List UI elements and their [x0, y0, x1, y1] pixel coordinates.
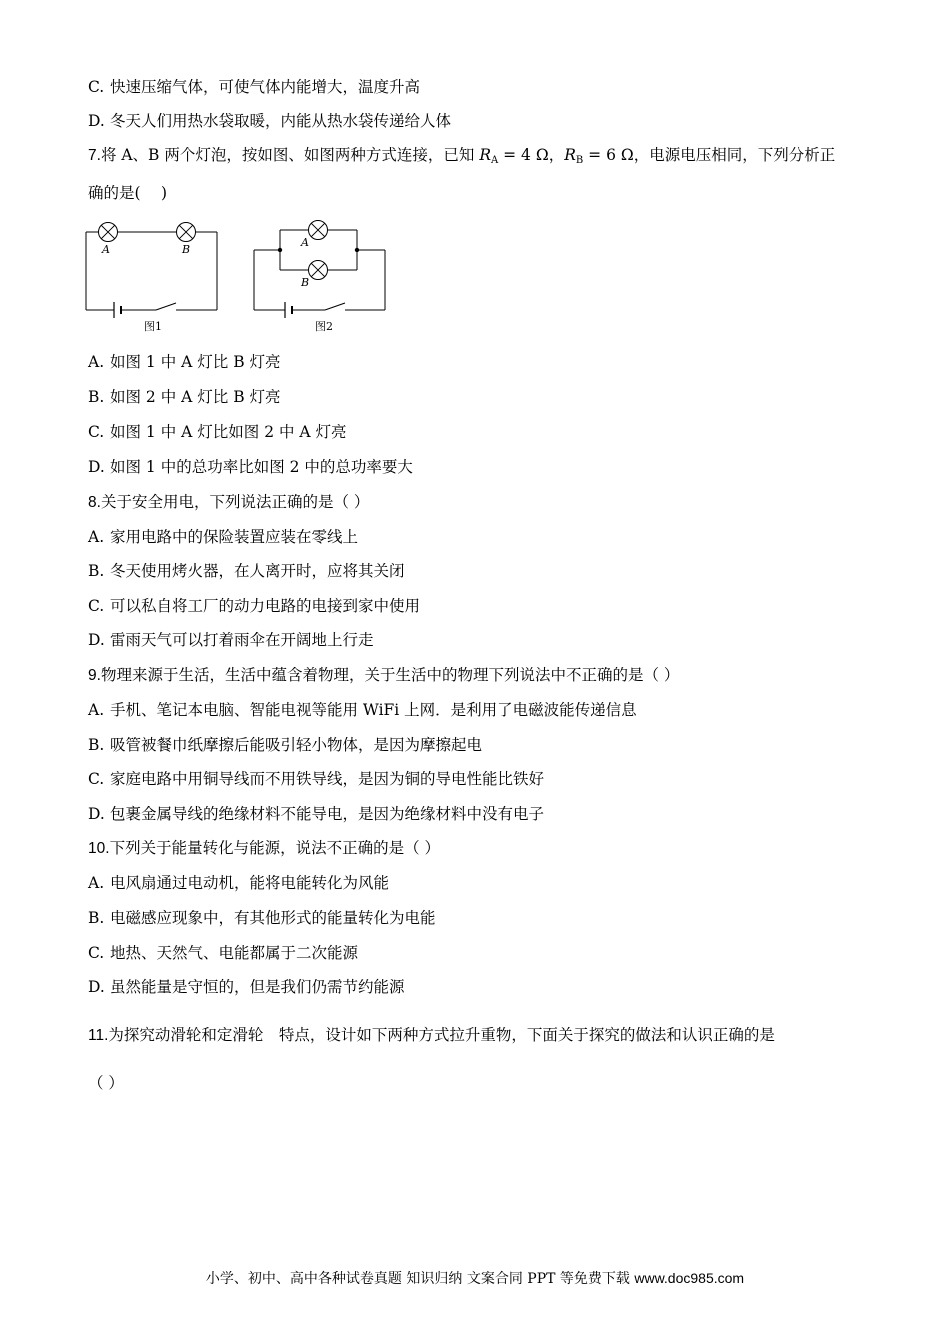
question-11-continued: （ ）: [88, 1074, 124, 1092]
option-10d: D. 虽然能量是守恒的，但是我们仍需节约能源: [88, 978, 405, 996]
fig2-label-b: B: [301, 276, 310, 289]
option-7b: B. 如图 2 中 A 灯比 B 灯亮: [88, 388, 281, 406]
option-6c: C. 快速压缩气体，可使气体内能增大，温度升高: [88, 78, 421, 96]
lamp-b-icon: [177, 223, 196, 242]
option-9b: B. 吸管被餐巾纸摩擦后能吸引轻小物体，是因为摩擦起电: [88, 736, 483, 754]
option-8d: D. 雷雨天气可以打着雨伞在开阔地上行走: [88, 631, 374, 649]
lamp-a-icon: [309, 221, 328, 240]
option-8b: B. 冬天使用烤火器，在人离开时，应将其关闭: [88, 562, 405, 580]
fig1-caption: 图1: [144, 320, 162, 333]
circuit-figure-2: [254, 221, 385, 319]
option-8c: C. 可以私自将工厂的动力电路的电接到家中使用: [88, 597, 421, 615]
option-6d: D. 冬天人们用热水袋取暖，内能从热水袋传递给人体: [88, 112, 452, 130]
option-7c: C. 如图 1 中 A 灯比如图 2 中 A 灯亮: [88, 423, 347, 441]
lamp-a-icon: [99, 223, 118, 242]
option-8a: A. 家用电路中的保险装置应装在零线上: [88, 528, 359, 546]
circuit-figure-1: [86, 223, 217, 319]
question-7-continued: 确的是( ): [88, 184, 168, 202]
question-8: 8.关于安全用电，下列说法正确的是（ ）: [88, 493, 370, 511]
question-7: 7.将 A、B 两个灯泡，按如图、如图两种方式连接，已知 $R_A = 4$ Ω，$R_B = 6$ Ω，电源电压相同，下列分析正: [88, 146, 836, 166]
footer-text: 小学、初中、高中各种试卷真题 知识归纳 文案合同 PPT 等免费下载: [205, 1271, 630, 1287]
junction-dot: [278, 248, 282, 252]
option-10a: A. 电风扇通过电动机，能将电能转化为风能: [88, 874, 390, 892]
fig2-caption: 图2: [315, 320, 333, 333]
option-10c: C. 地热、天然气、电能都属于二次能源: [88, 944, 359, 962]
circuit-diagram: [80, 212, 400, 334]
option-9a: A. 手机、笔记本电脑、智能电视等能用 WiFi 上网．是利用了电磁波能传递信息: [88, 701, 637, 719]
fig1-label-b: B: [182, 243, 191, 256]
battery-icon: [285, 302, 292, 318]
junction-dot: [355, 248, 359, 252]
fig2-label-a: A: [301, 236, 309, 249]
page-footer: [0, 1268, 950, 1289]
fig1-label-a: A: [102, 243, 110, 256]
option-10b: B. 电磁感应现象中，有其他形式的能量转化为电能: [88, 909, 436, 927]
option-7a: A. 如图 1 中 A 灯比 B 灯亮: [88, 353, 281, 371]
question-9: 9.物理来源于生活，生活中蕴含着物理，关于生活中的物理下列说法中不正确的是（ ）: [88, 666, 680, 684]
option-9d: D. 包裹金属导线的绝缘材料不能导电，是因为绝缘材料中没有电子: [88, 805, 545, 823]
footer-link[interactable]: www.doc985.com: [634, 1270, 745, 1286]
question-10: 10.下列关于能量转化与能源，说法不正确的是（ ）: [88, 839, 440, 857]
option-7d: D. 如图 1 中的总功率比如图 2 中的总功率要大: [88, 458, 413, 476]
question-11: 11.为探究动滑轮和定滑轮 特点，设计如下两种方式拉升重物，下面关于探究的做法和认识正确的是: [88, 1026, 775, 1044]
option-9c: C. 家庭电路中用铜导线而不用铁导线，是因为铜的导电性能比铁好: [88, 770, 545, 788]
battery-icon: [114, 302, 121, 318]
lamp-b-icon: [309, 261, 328, 280]
